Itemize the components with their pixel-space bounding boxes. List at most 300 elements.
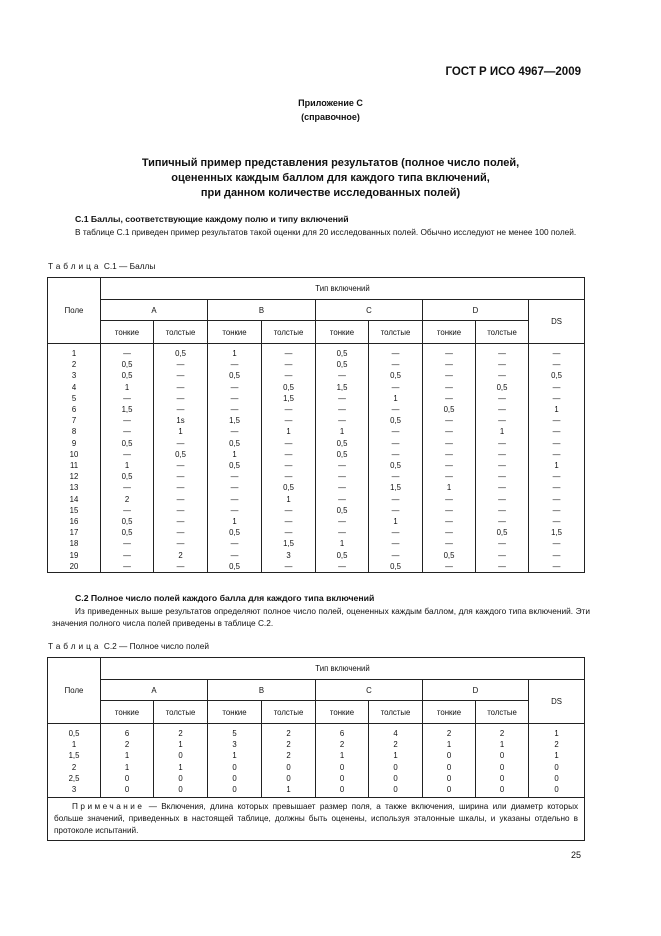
- table-cell: 1: [232, 517, 237, 527]
- table-cell: —: [498, 517, 506, 527]
- sub-header: тонкие: [101, 321, 154, 344]
- table-cell: 0: [178, 785, 183, 795]
- table-cell: —: [123, 550, 131, 560]
- table-cell: —: [284, 517, 293, 527]
- table-cell: 0,5: [68, 729, 80, 738]
- table-cell: —: [338, 528, 346, 538]
- table-cell: —: [552, 494, 561, 504]
- group-b-header: B: [208, 680, 316, 701]
- table-cell: —: [391, 505, 400, 515]
- section-1-heading: С.1 Баллы, соответствующие каждому полю и типу включений: [75, 214, 349, 224]
- table-cell: 0,5: [551, 371, 562, 381]
- table-cell: 0: [339, 773, 345, 783]
- table-cell: —: [338, 472, 346, 482]
- table-cell: 12: [69, 472, 79, 482]
- table-cell: 2: [178, 729, 183, 738]
- table-cell: —: [552, 393, 561, 403]
- main-title-line: оцененных каждым баллом для каждого типа включений,: [171, 172, 490, 184]
- table-cell: 1s: [176, 416, 185, 426]
- table-cell: 18: [69, 539, 79, 549]
- table-cell: —: [338, 561, 346, 571]
- table-cell: —: [498, 360, 506, 370]
- table-cell: —: [498, 371, 506, 381]
- table-cell: 6: [339, 729, 345, 738]
- table-cell: 1: [178, 762, 183, 772]
- field-header: Поле: [48, 658, 101, 724]
- table-cell: —: [498, 505, 506, 515]
- table-cell: —: [445, 449, 453, 459]
- table-cell: 20: [69, 561, 79, 571]
- table-cell: —: [230, 393, 239, 403]
- table-cell: —: [230, 405, 239, 415]
- table-cell: 0,5: [336, 550, 348, 560]
- table-cell: —: [445, 539, 453, 549]
- group-c-header: C: [316, 680, 423, 701]
- table-cell: 0,5: [121, 360, 133, 370]
- table-cell: 3: [232, 740, 237, 750]
- table-cell: 0,5: [336, 438, 348, 448]
- group-c-header: C: [316, 300, 423, 321]
- sub-header: тонкие: [316, 321, 369, 344]
- table-cell: 0: [232, 773, 237, 783]
- table-cell: 1,5: [336, 382, 348, 392]
- table-cell: 17: [69, 528, 79, 538]
- table-cell: 0,5: [121, 517, 133, 527]
- table-cell: 0: [393, 785, 398, 795]
- table-cell: —: [123, 449, 131, 459]
- table-cell: —: [123, 561, 131, 571]
- section-2-heading: С.2 Полное число полей каждого балла для каждого типа включений: [75, 593, 375, 603]
- table-cell: 1: [286, 494, 291, 504]
- table-cell: 0,5: [121, 371, 133, 381]
- table-cell: —: [498, 539, 506, 549]
- sub-header: толстые: [154, 321, 208, 344]
- table-cell: —: [338, 371, 346, 381]
- table-2: [47, 657, 585, 841]
- table-cell: 0: [499, 785, 505, 795]
- table-cell: 0: [124, 773, 130, 783]
- table-cell: 1: [554, 729, 559, 738]
- table-cell: —: [391, 550, 400, 560]
- table-cell: —: [230, 360, 239, 370]
- sub-header: тонкие: [423, 321, 476, 344]
- table-cell: 0: [446, 762, 452, 772]
- section-1-paragraph: В таблице С.1 приведен пример результатов такой оценки для 20 исследованных полей. Обычно исследуют не менее 100 полей.: [75, 227, 577, 237]
- table-cell: —: [391, 539, 400, 549]
- section-2-paragraph: Из приведенных выше результатов определяют полное число полей, оцененных каждым баллом, для каждого типа включений. Эти значения полного числа полей приведены в таблице С.2.: [52, 606, 590, 628]
- table-cell: 3: [286, 550, 291, 560]
- table-cell: 1: [393, 517, 398, 527]
- table-cell: 0,5: [121, 472, 133, 482]
- table-cell: 0: [446, 785, 452, 795]
- table-cell: 9: [71, 438, 77, 448]
- sub-header: тонкие: [208, 321, 262, 344]
- table-cell: —: [176, 494, 185, 504]
- table-cell: 0: [232, 785, 237, 795]
- table-cell: 1: [124, 762, 130, 772]
- table-cell: 1: [286, 427, 291, 437]
- main-title-line: при данном количестве исследованных полей): [200, 187, 461, 199]
- table-cell: —: [498, 449, 506, 459]
- table-cell: —: [445, 517, 453, 527]
- table-cell: 0: [286, 773, 291, 783]
- table-cell: —: [176, 472, 185, 482]
- table-cell: 0,5: [283, 382, 294, 392]
- table-cell: 0,5: [175, 349, 186, 358]
- table-cell: 0,5: [121, 438, 133, 448]
- table-cell: 1: [178, 427, 183, 437]
- table-cell: —: [498, 416, 506, 426]
- table-cell: —: [176, 539, 185, 549]
- table-cell: —: [445, 416, 453, 426]
- table-cell: 2: [124, 494, 130, 504]
- table-cell: —: [445, 360, 453, 370]
- table-cell: —: [176, 371, 185, 381]
- table-2-caption: Таблица С.2 — Полное число полей: [48, 641, 209, 651]
- table-cell: 1: [232, 349, 237, 358]
- table-cell: —: [552, 483, 561, 493]
- sub-header: толстые: [369, 321, 423, 344]
- table-cell: 1: [554, 461, 559, 471]
- table-cell: 2: [71, 360, 77, 370]
- table-cell: —: [552, 360, 561, 370]
- table-cell: —: [230, 472, 239, 482]
- table-cell: 0,5: [443, 550, 455, 560]
- sub-header: толстые: [369, 701, 423, 724]
- table-cell: —: [391, 349, 400, 358]
- table-1: [47, 277, 585, 573]
- table-cell: —: [498, 483, 506, 493]
- table-cell: 4: [393, 729, 398, 738]
- table-cell: 2: [393, 740, 398, 750]
- table-cell: 0: [499, 751, 505, 761]
- table-cell: —: [445, 371, 453, 381]
- table-cell: —: [284, 561, 293, 571]
- table-cell: 6: [124, 729, 130, 738]
- document-id: ГОСТ Р ИСО 4967—2009: [445, 66, 581, 78]
- table-cell: 0,5: [496, 528, 508, 538]
- table-cell: —: [391, 427, 400, 437]
- table-cell: 0,5: [336, 360, 348, 370]
- table-cell: —: [230, 539, 239, 549]
- table-cell: 2: [178, 550, 183, 560]
- table-cell: 0,5: [229, 438, 240, 448]
- table-cell: 1: [499, 740, 505, 750]
- table-cell: 0: [554, 773, 559, 783]
- table-cell: —: [176, 528, 185, 538]
- table-cell: —: [338, 483, 346, 493]
- table-cell: —: [498, 561, 506, 571]
- table-cell: —: [284, 416, 293, 426]
- table-cell: —: [123, 349, 131, 358]
- table-cell: —: [498, 393, 506, 403]
- table-cell: —: [123, 427, 131, 437]
- table-cell: —: [284, 360, 293, 370]
- table-cell: 2,5: [68, 773, 80, 783]
- table-cell: 0,5: [390, 371, 401, 381]
- table-cell: 16: [69, 517, 79, 527]
- ds-header: DS: [529, 680, 585, 724]
- main-title-line: Типичный пример представления результатов (полное число полей,: [141, 157, 520, 169]
- table-cell: 1: [71, 349, 77, 358]
- table-cell: 19: [69, 550, 79, 560]
- table-cell: —: [391, 382, 400, 392]
- table-cell: —: [391, 472, 400, 482]
- page-number: 25: [570, 850, 581, 860]
- table-cell: 13: [69, 483, 79, 493]
- table-cell: 1,5: [390, 483, 401, 493]
- table-cell: —: [552, 349, 561, 358]
- table-cell: —: [552, 382, 561, 392]
- sub-header: толстые: [262, 701, 316, 724]
- table-cell: —: [498, 494, 506, 504]
- table-cell: 0,5: [175, 449, 186, 459]
- table-cell: 6: [71, 405, 77, 415]
- table-cell: 1: [554, 751, 559, 761]
- table-cell: 1: [71, 740, 77, 750]
- table-cell: 2: [286, 729, 291, 738]
- table-cell: 0: [554, 785, 559, 795]
- table-cell: 2: [286, 751, 291, 761]
- table-cell: —: [338, 405, 346, 415]
- field-header: Поле: [48, 278, 101, 344]
- table-cell: —: [498, 349, 506, 358]
- table-cell: —: [176, 382, 185, 392]
- table-cell: —: [498, 472, 506, 482]
- table-cell: 1: [124, 751, 130, 761]
- table-cell: 0: [499, 773, 505, 783]
- table-cell: —: [284, 438, 293, 448]
- table-cell: 0,5: [496, 382, 508, 392]
- table-cell: 0,5: [336, 505, 348, 515]
- table-cell: 0: [339, 785, 345, 795]
- table-cell: 0,5: [390, 461, 401, 471]
- group-a-header: A: [101, 680, 208, 701]
- table-cell: —: [284, 405, 293, 415]
- table-cell: 0,5: [283, 483, 294, 493]
- table-cell: —: [391, 528, 400, 538]
- table-cell: 14: [69, 494, 79, 504]
- table-cell: —: [176, 461, 185, 471]
- table-cell: 1: [232, 751, 237, 761]
- group-a-header: A: [101, 300, 208, 321]
- table-cell: 1,5: [68, 751, 80, 761]
- table-cell: 0,5: [336, 349, 348, 358]
- table-cell: —: [445, 494, 453, 504]
- table-cell: —: [176, 405, 185, 415]
- table-cell: —: [552, 517, 561, 527]
- table-cell: —: [338, 494, 346, 504]
- table-cell: —: [552, 472, 561, 482]
- table-cell: 1: [499, 427, 505, 437]
- sub-header: толстые: [476, 701, 529, 724]
- table-cell: —: [176, 360, 185, 370]
- table-cell: 1,5: [551, 528, 562, 538]
- sub-header: тонкие: [208, 701, 262, 724]
- table-cell: 7: [71, 416, 77, 426]
- table-2-body: [48, 724, 585, 798]
- table-cell: —: [284, 472, 293, 482]
- table-cell: 0: [554, 762, 559, 772]
- table-cell: —: [338, 461, 346, 471]
- table-cell: —: [445, 349, 453, 358]
- table-cell: 2: [124, 740, 130, 750]
- table-cell: 1: [124, 461, 130, 471]
- table-cell: —: [445, 472, 453, 482]
- sub-header: толстые: [154, 701, 208, 724]
- table-cell: —: [284, 461, 293, 471]
- table-cell: 11: [69, 461, 79, 471]
- table-cell: —: [284, 449, 293, 459]
- table-cell: —: [391, 438, 400, 448]
- table-cell: 5: [71, 393, 77, 403]
- table-cell: —: [230, 427, 239, 437]
- table-cell: 2: [71, 762, 77, 772]
- table-cell: 4: [71, 382, 77, 392]
- table-cell: 1: [339, 751, 345, 761]
- table-cell: 0: [178, 773, 183, 783]
- table-cell: —: [123, 505, 131, 515]
- table-cell: 8: [71, 427, 77, 437]
- sub-header: тонкие: [316, 701, 369, 724]
- table-1-caption: Таблица С.1 — Баллы: [48, 261, 156, 271]
- table-cell: 1: [286, 785, 291, 795]
- table-cell: 0: [178, 751, 183, 761]
- table-cell: 2: [554, 740, 559, 750]
- table-cell: —: [176, 483, 185, 493]
- table-cell: —: [176, 505, 185, 515]
- table-cell: 0: [499, 762, 505, 772]
- table-cell: 0,5: [229, 561, 240, 571]
- table-cell: —: [284, 371, 293, 381]
- table-cell: 3: [71, 371, 77, 381]
- table-cell: 0: [232, 762, 237, 772]
- sub-header: толстые: [476, 321, 529, 344]
- table-cell: —: [284, 505, 293, 515]
- table-cell: —: [445, 393, 453, 403]
- table-cell: 0,5: [390, 416, 401, 426]
- table-cell: 1: [178, 740, 183, 750]
- table-cell: 0,5: [229, 528, 240, 538]
- table-cell: 5: [232, 729, 237, 738]
- group-b-header: B: [208, 300, 316, 321]
- table-cell: —: [230, 550, 239, 560]
- table-cell: 0,5: [229, 461, 240, 471]
- table-cell: —: [391, 494, 400, 504]
- appendix-subtitle: (справочное): [301, 112, 360, 122]
- table-cell: —: [123, 416, 131, 426]
- table-cell: —: [445, 427, 453, 437]
- table-cell: 1: [393, 751, 398, 761]
- table-cell: —: [338, 416, 346, 426]
- table-cell: 2: [446, 729, 452, 738]
- table-cell: —: [445, 505, 453, 515]
- table-cell: 0: [286, 762, 291, 772]
- table-cell: 2: [286, 740, 291, 750]
- table-cell: —: [552, 416, 561, 426]
- table-cell: 1: [554, 405, 559, 415]
- table-cell: 1: [339, 539, 345, 549]
- table-cell: —: [123, 483, 131, 493]
- table-cell: —: [445, 438, 453, 448]
- table-cell: 1,5: [283, 539, 294, 549]
- table-cell: —: [552, 438, 561, 448]
- table-cell: 1,5: [283, 393, 294, 403]
- appendix-heading: [0, 96, 661, 124]
- table-cell: 0,5: [336, 449, 348, 459]
- table-cell: 0: [393, 773, 398, 783]
- sub-header: тонкие: [423, 701, 476, 724]
- table-cell: 2: [499, 729, 505, 738]
- table-cell: 1: [124, 382, 130, 392]
- table-cell: —: [552, 539, 561, 549]
- table-cell: —: [445, 561, 453, 571]
- table-cell: 0: [446, 773, 452, 783]
- table-cell: 15: [69, 505, 79, 515]
- main-title: [0, 156, 661, 201]
- table-cell: —: [498, 550, 506, 560]
- table-cell: —: [284, 528, 293, 538]
- table-cell: 1: [232, 449, 237, 459]
- table-cell: 1: [446, 740, 452, 750]
- table-cell: 3: [71, 785, 77, 795]
- inclusion-type-header: Тип включений: [101, 278, 585, 300]
- table-cell: —: [552, 427, 561, 437]
- table-cell: —: [498, 438, 506, 448]
- table-cell: —: [391, 449, 400, 459]
- table-cell: 0,5: [443, 405, 455, 415]
- sub-header: толстые: [262, 321, 316, 344]
- table-cell: —: [445, 382, 453, 392]
- table-cell: 0: [393, 762, 398, 772]
- table-cell: 1,5: [121, 405, 133, 415]
- table-cell: —: [338, 393, 346, 403]
- table-cell: 0,5: [121, 528, 133, 538]
- table-1-body: [48, 344, 585, 573]
- appendix-title: Приложение С: [298, 98, 363, 108]
- table-cell: —: [284, 349, 293, 358]
- table-cell: 0,5: [229, 371, 240, 381]
- table-cell: —: [338, 517, 346, 527]
- group-d-header: D: [423, 300, 529, 321]
- table-cell: —: [176, 561, 185, 571]
- table-cell: —: [391, 360, 400, 370]
- table-cell: —: [552, 449, 561, 459]
- ds-header: DS: [529, 300, 585, 344]
- table-cell: —: [498, 461, 506, 471]
- table-cell: —: [552, 561, 561, 571]
- table-cell: —: [445, 461, 453, 471]
- table-cell: 1,5: [229, 416, 240, 426]
- inclusion-type-header: Тип включений: [101, 658, 585, 680]
- table-cell: —: [230, 494, 239, 504]
- table-cell: —: [230, 505, 239, 515]
- table-cell: —: [230, 382, 239, 392]
- table-cell: 0: [339, 762, 345, 772]
- table-cell: 10: [69, 449, 79, 459]
- table-cell: 0: [446, 751, 452, 761]
- table-cell: 0,5: [390, 561, 401, 571]
- table-2-note: Примечание — Включения, длина которых превышает размер поля, а также включения, ширина или диаметр которых больше значений, приведенных в настоящей таблице, должны быть оценены, используя эталонные шкалы, и указаны отдельно в протоколе испытаний.: [48, 798, 585, 841]
- table-cell: —: [176, 517, 185, 527]
- table-cell: —: [445, 528, 453, 538]
- table-cell: —: [498, 405, 506, 415]
- table-cell: —: [123, 393, 131, 403]
- table-cell: —: [552, 505, 561, 515]
- table-cell: —: [230, 483, 239, 493]
- table-cell: 1: [393, 393, 398, 403]
- table-cell: —: [391, 405, 400, 415]
